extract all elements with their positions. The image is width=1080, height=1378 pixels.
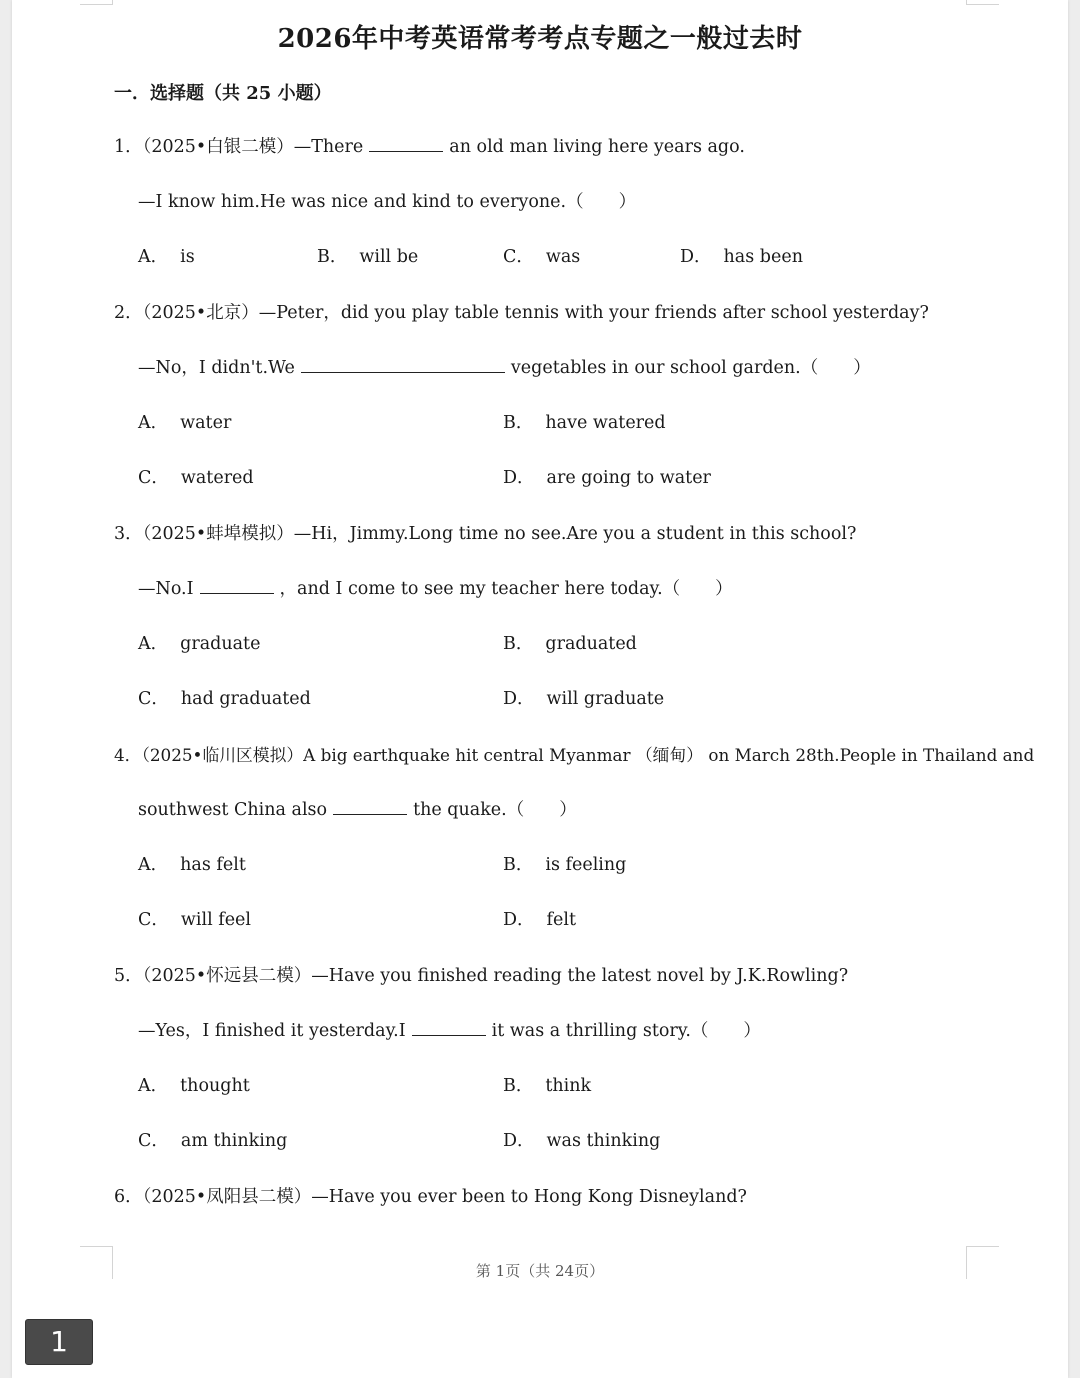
question-2-line-1: 2．（2025•北京）—Peter，did you play table tennis with your friends after school yesterday? [114, 303, 929, 323]
document-title: 2026年中考英语常考考点专题之一般过去时 [277, 24, 803, 54]
question-2-option-c[interactable]: C． watered [138, 468, 254, 488]
question-5-option-c[interactable]: C． am thinking [138, 1131, 288, 1151]
question-5-line-1: 5．（2025•怀远县二模）—Have you finished reading the latest novel by J.K.Rowling? [114, 966, 849, 986]
question-3-option-a[interactable]: A． graduate [138, 634, 261, 654]
question-3-option-c[interactable]: C． had graduated [138, 689, 311, 709]
question-1-line-2: —I know him.He was nice and kind to everyone.（ ） [138, 192, 637, 212]
page-footer: 第 1页（共 24页） [475, 1262, 605, 1280]
question-2-option-b[interactable]: B． have watered [503, 413, 666, 433]
question-3-option-d[interactable]: D． will graduate [503, 689, 665, 709]
question-5-option-d[interactable]: D． was thinking [503, 1131, 661, 1151]
question-4-option-d[interactable]: D． felt [503, 910, 576, 930]
question-6-line-1: 6．（2025•凤阳县二模）—Have you ever been to Hong Kong Disneyland? [114, 1187, 747, 1207]
question-3-line-2: —No.I ，and I come to see my teacher here today.（ ） [138, 579, 733, 599]
question-3-line-1: 3．（2025•蚌埠模拟）—Hi，Jimmy.Long time no see.Are you a student in this school? [114, 524, 857, 544]
question-1-option-d[interactable]: D． has been [680, 247, 803, 267]
question-1-option-a[interactable]: A． is [138, 247, 195, 267]
crop-mark-top-left [80, 0, 113, 5]
question-1-stem: 1．（2025•白银二模）—There [114, 137, 364, 157]
question-4-option-a[interactable]: A． has felt [138, 855, 246, 875]
question-4-line-2: southwest China also the quake.（ ） [138, 800, 577, 820]
section-heading: 一．选择题（共 25 小题） [114, 83, 332, 104]
question-2-option-d[interactable]: D． are going to water [503, 468, 711, 488]
question-4-line-1: 4．（2025•临川区模拟）A big earthquake hit central Myanmar （缅甸） on March 28th.People in Thailand and [114, 745, 1035, 765]
question-1-option-c[interactable]: C． was [503, 247, 581, 267]
crop-mark-top-right [966, 0, 999, 5]
question-5-line-2: —Yes，I finished it yesterday.I it was a thrilling story.（ ） [138, 1021, 761, 1041]
question-5-option-a[interactable]: A． thought [138, 1076, 250, 1096]
document-page [12, 0, 1068, 1378]
question-4-option-c[interactable]: C． will feel [138, 910, 252, 930]
question-2-option-a[interactable]: A． water [138, 413, 232, 433]
answer-blank [333, 798, 407, 815]
question-1-option-b[interactable]: B． will be [317, 247, 419, 267]
question-1-stem-cont: an old man living here years ago. [449, 137, 745, 157]
question-5-option-b[interactable]: B． think [503, 1076, 592, 1096]
question-3-option-b[interactable]: B． graduated [503, 634, 637, 654]
page-number-badge[interactable]: 1 [25, 1319, 93, 1365]
answer-blank [200, 577, 274, 594]
answer-blank [412, 1019, 486, 1036]
answer-blank [301, 356, 505, 373]
question-2-line-2: —No，I didn't.We vegetables in our school garden.（ ） [138, 358, 871, 378]
answer-blank [369, 135, 443, 152]
question-1-line-1 [114, 135, 745, 159]
question-4-option-b[interactable]: B． is feeling [503, 855, 627, 875]
